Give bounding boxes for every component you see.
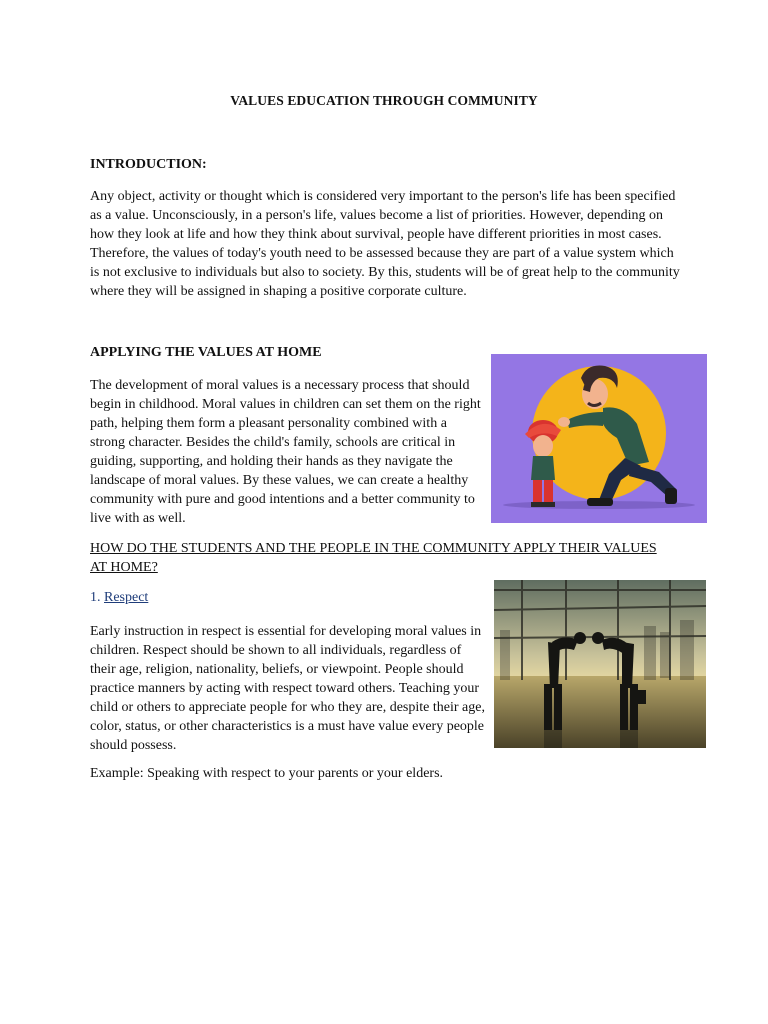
respect-link[interactable]: Respect [104,590,149,605]
introduction-paragraph: Any object, activity or thought which is considered very important to the person's life has been specified as a value. Unconsciously, in a person's life, values become a list of priorities. However, depending on how they look at life and how they think about survival, people have different priorities in most cases. Therefore, the values of today's youth need to be assessed because they are part of a value system which is not exclusive to individuals but also to society. By this, students will be of great help to the community where they will be assigned in shaping a positive corporate culture. [90,189,680,299]
community-question: HOW DO THE STUDENTS AND THE PEOPLE IN THE COMMUNITY APPLY THEIR VALUES AT HOME? [90,541,657,575]
respect-item [90,590,148,606]
bowing-people-photo [494,580,706,748]
respect-paragraph: Early instruction in respect is essential for developing moral values in children. Respect should be shown to all individuals, regardless of their age, religion, nationality, beliefs, or viewpoint. People should practice manners by acting with respect toward others. Teaching your child or others to appreciate people for who they are, despite their age, color, status, or other characteristics is a must have value every people should possess. [90,624,485,753]
respect-example: Example: Speaking with respect to your parents or your elders. [90,766,444,781]
document-title: VALUES EDUCATION THROUGH COMMUNITY [230,93,538,108]
introduction-heading: INTRODUCTION: [90,157,207,172]
applying-heading: APPLYING THE VALUES AT HOME [90,345,322,360]
parent-child-illustration [491,354,707,523]
respect-number: 1. [90,590,101,605]
applying-paragraph: The development of moral values is a necessary process that should begin in childhood. Moral values in children can set them on the right path, helping them form a pleasant personality combined with a strong character. Besides the child's family, schools are critical in guiding, supporting, and holding their hands as they navigate the landscape of moral values. By these values, we can create a healthy community with pure and good intentions and a better community to live with as well. [90,378,481,526]
